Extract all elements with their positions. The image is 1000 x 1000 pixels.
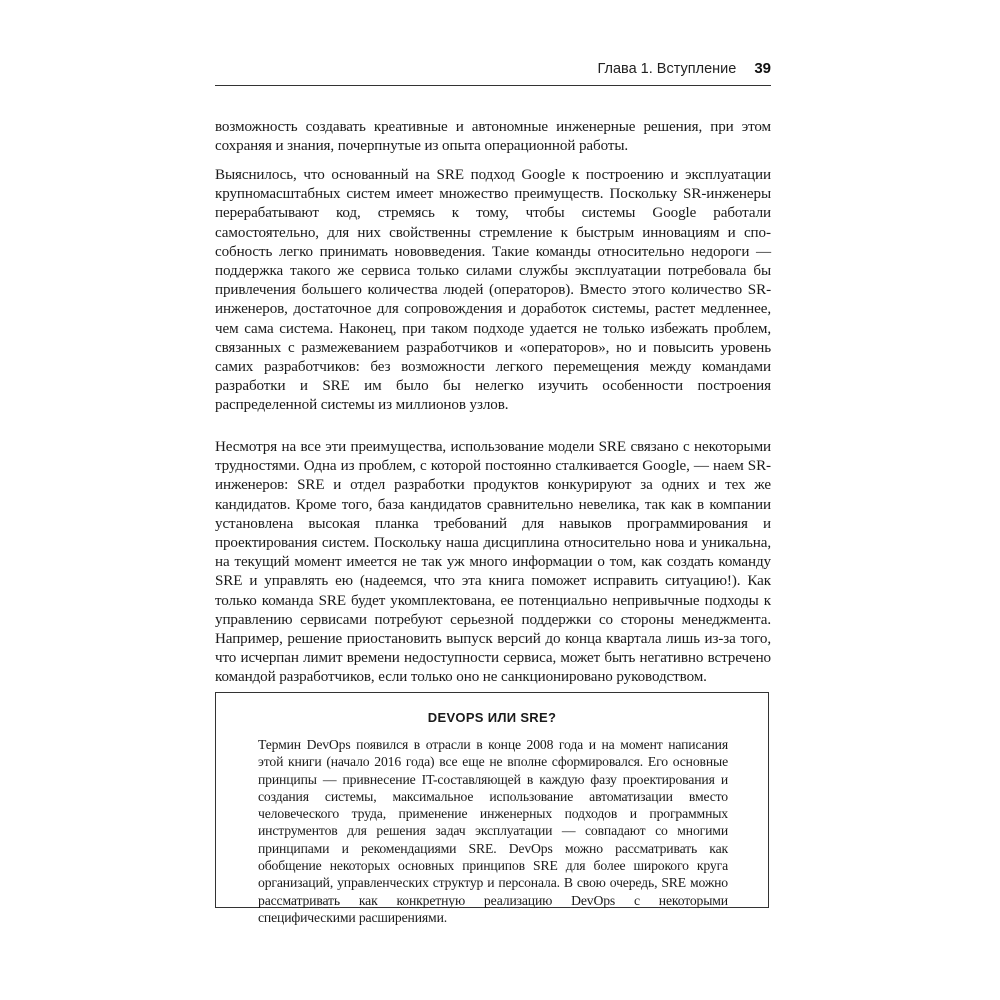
paragraph-1: возможность создавать креативные и автономные инженерные решения, при этом сохраняя и знания, почерпнутые из опыта операционной работы. <box>215 119 771 155</box>
paragraph-3: Несмотря на все эти преимущества, использование модели SRE связано с некоторыми трудностями. Одна из проблем, с которой постоянно сталкивается Google, — наем SR-инженеров: SRE и отдел разработки продуктов конкурируют за одних и тех же кандидатов. Кроме того, база кандидатов сравнительно невелика, так как в компании установлена высокая планка требований для навыков программирования и проектирования систем. Поскольку наша дисциплина относительно нова и уникальна, на текущий момент имеется не так уж много информации о том, как создать команду SRE и управлять ею (надеемся, что эта книга поможет исправить ситуацию!). Как только команда SRE будет укомплектована, ее потенциально непривычные подходы к управлению сервисами потребуют серьезной поддержки со стороны менеджмента. Например, решение приостановить выпуск версий до конца квартала лишь из-за того, что исчерпан лимит времени недоступности сервиса, может быть негативно встречено командой разработчиков, если только оно не санкционировано руководством. <box>215 439 771 686</box>
chapter-title: Глава 1. Вступление <box>597 61 737 77</box>
sidebar-text: Термин DevOps появился в отрасли в конце 2008 года и на момент написания этой книги (начало 2016 года) все еще не вполне сформировался. Его основные принципы — привнесение IT-составляющей в каждую фазу проектирования и создания системы, максимальное использование автоматизации вместо человеческого труда, применение инженерных подходов и программных инструментов для решения задач эксплуатации — совпадают со многими принципами и рекомендациями SRE. DevOps можно рассматривать как обобщение некоторых основных принципов SRE для более широкого круга организаций, управленческих структур и персонала. В свою очередь, SRE можно рассматривать как конкретную реализацию DevOps с некоторыми специфическими расширениями. <box>258 737 728 925</box>
paragraph-2: Выяснилось, что основанный на SRE подход Google к построению и эксплуатации крупномасштабных систем имеет множество преимуществ. Поскольку SR-инженеры перерабатывают код, стремясь к тому, чтобы системы Google работали самостоятельно, для них свойственны стремление к быстрым инновациям и способность легко принимать нововведения. Такие команды относительно недороги — поддержка такого же сервиса только силами службы эксплуатации потребовала бы привлечения большего количества людей (операторов). Вместо этого количество SR-инженеров, достаточное для сопровождения и доработок системы, растет медленнее, чем сама система. Наконец, при таком подходе удается не только избежать проблем, связанных с размежеванием разработчиков и «операторов», но и повысить уровень самих разработчиков: без возможности легкого перемещения между командами разработки и SRE им было бы нелегко изучить особенности построения распределенной системы из миллионов узлов. <box>215 167 771 414</box>
book-page <box>215 0 771 1000</box>
sidebar-box <box>215 692 769 925</box>
page-number: 39 <box>754 60 771 77</box>
header-rule <box>215 85 771 86</box>
sidebar-title: DEVOPS ИЛИ SRE? <box>427 710 557 725</box>
running-header <box>215 60 771 82</box>
